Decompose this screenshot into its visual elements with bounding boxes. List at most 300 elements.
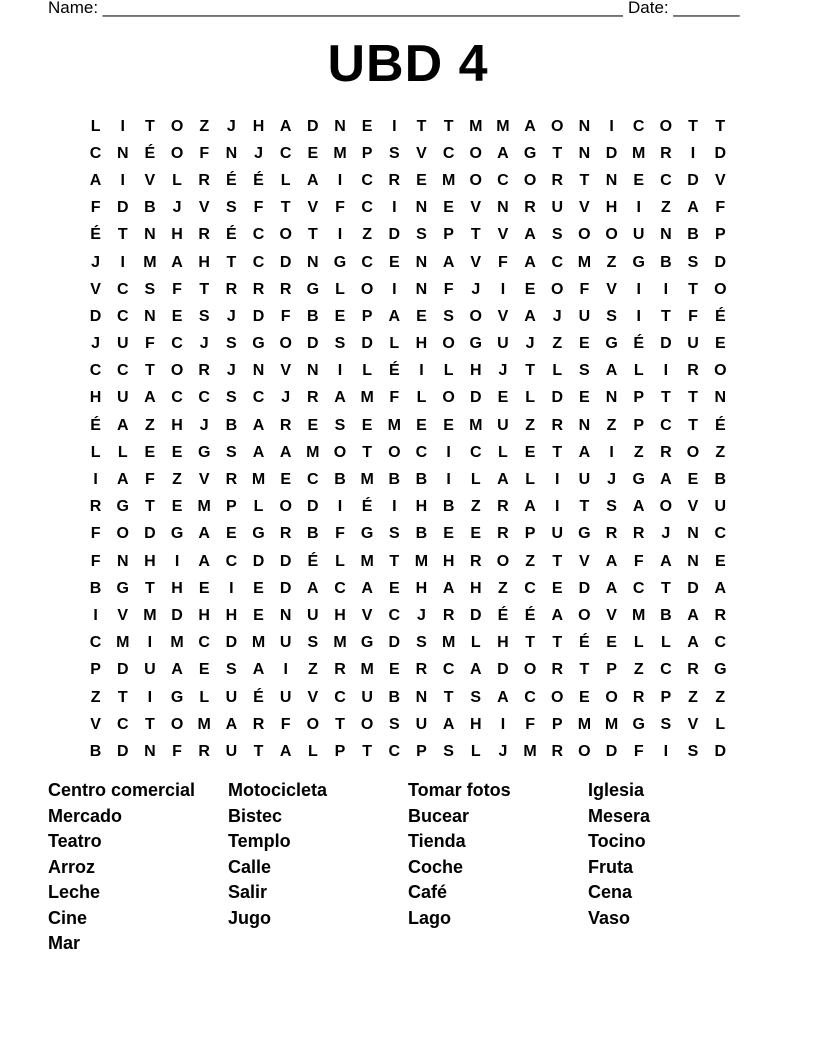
grid-letter: S	[226, 661, 237, 679]
grid-letter: T	[552, 443, 563, 461]
grid-letter: C	[225, 552, 238, 570]
grid-letter: T	[199, 280, 210, 298]
grid-letter: A	[307, 579, 319, 597]
grid-letter: T	[552, 144, 563, 162]
grid-letter: L	[633, 362, 644, 380]
grid-letter: E	[388, 579, 400, 597]
grid-row	[82, 167, 734, 194]
grid-letter: O	[551, 117, 564, 135]
grid-letter: U	[714, 498, 727, 516]
grid-letter: M	[170, 634, 184, 652]
grid-letter: A	[252, 443, 265, 461]
grid-letter: D	[388, 226, 401, 244]
grid-letter: U	[225, 742, 238, 760]
grid-letter: P	[443, 226, 454, 244]
grid-letter: S	[226, 199, 237, 217]
grid-letter: T	[552, 634, 563, 652]
grid-letter: V	[416, 144, 427, 162]
grid-letter: T	[470, 226, 481, 244]
grid-letter: C	[198, 634, 210, 652]
grid-letter: O	[469, 307, 482, 325]
grid-letter: H	[144, 552, 156, 570]
grid-letter: E	[226, 525, 237, 543]
grid-letter: Z	[90, 688, 101, 706]
grid-letter: E	[361, 416, 373, 434]
grid-letter: C	[524, 688, 536, 706]
grid-letter: G	[360, 525, 374, 543]
grid-letter: N	[252, 362, 265, 380]
grid-letter: M	[116, 634, 130, 652]
grid-letter: O	[442, 335, 455, 353]
grid-letter: E	[198, 579, 210, 597]
grid-letter: O	[605, 226, 618, 244]
grid-letter: L	[389, 335, 400, 353]
grid-letter: I	[337, 362, 343, 380]
grid-row	[82, 684, 734, 711]
grid-letter: N	[578, 416, 591, 434]
grid-letter: A	[497, 688, 509, 706]
grid-letter: R	[388, 171, 401, 189]
grid-letter: S	[198, 307, 210, 325]
grid-letter: I	[147, 688, 153, 706]
grid-row	[82, 412, 734, 439]
grid-letter: O	[442, 389, 455, 407]
grid-row	[82, 385, 734, 412]
grid-letter: G	[170, 688, 184, 706]
grid-letter: E	[307, 144, 319, 162]
grid-letter: R	[687, 362, 699, 380]
grid-letter: J	[199, 335, 209, 353]
grid-letter: U	[279, 688, 292, 706]
grid-letter: M	[523, 742, 537, 760]
grid-letter: M	[306, 443, 320, 461]
grid-letter: C	[116, 715, 129, 733]
grid-letter: E	[579, 389, 590, 407]
grid-letter: V	[687, 715, 699, 733]
grid-letter: A	[442, 253, 455, 271]
grid-letter: G	[469, 335, 482, 353]
grid-letter: G	[252, 335, 265, 353]
grid-letter: R	[198, 362, 210, 380]
grid-letter: I	[283, 661, 288, 679]
grid-letter: Z	[362, 226, 373, 244]
grid-letter: N	[415, 253, 428, 271]
grid-letter: Z	[606, 416, 617, 434]
grid-letter: G	[116, 579, 129, 597]
grid-letter: F	[253, 199, 264, 217]
grid-letter: M	[469, 416, 483, 434]
grid-letter: V	[606, 606, 617, 624]
grid-letter: S	[687, 742, 699, 760]
grid-letter: M	[441, 171, 456, 189]
grid-letter: V	[497, 226, 509, 244]
grid-letter: O	[170, 362, 184, 380]
grid-letter: C	[660, 661, 672, 679]
grid-letter: Z	[633, 661, 644, 679]
grid-letter: Z	[199, 117, 210, 135]
grid-letter: D	[469, 606, 482, 624]
grid-letter: Z	[660, 199, 671, 217]
grid-letter: C	[89, 634, 102, 652]
grid-letter: A	[605, 579, 618, 597]
grid-letter: C	[660, 171, 672, 189]
grid-letter: C	[388, 742, 401, 760]
grid-letter: A	[144, 389, 156, 407]
grid-letter: G	[632, 715, 645, 733]
grid-letter: N	[605, 389, 618, 407]
name-field-label: Name: _______________________________________________________	[48, 0, 623, 17]
grid-letter: O	[306, 715, 320, 733]
grid-letter: M	[197, 715, 211, 733]
grid-letter: H	[442, 552, 455, 570]
grid-letter: T	[579, 498, 590, 516]
word-list-item: Fruta	[588, 856, 633, 877]
grid-letter: A	[225, 715, 238, 733]
grid-letter: H	[171, 579, 183, 597]
grid-letter: S	[443, 307, 454, 325]
grid-letter: N	[687, 525, 699, 543]
grid-letter: J	[281, 389, 291, 407]
grid-letter: H	[415, 498, 428, 516]
grid-letter: O	[469, 144, 482, 162]
grid-letter: I	[337, 226, 343, 244]
grid-letter: T	[389, 552, 400, 570]
grid-letter: C	[252, 253, 265, 271]
grid-letter: S	[388, 525, 400, 543]
grid-letter: T	[715, 117, 726, 135]
grid-letter: D	[307, 498, 319, 516]
grid-letter: L	[470, 471, 481, 489]
grid-letter: L	[307, 742, 318, 760]
grid-letter: T	[688, 117, 698, 135]
grid-letter: C	[307, 471, 319, 489]
grid-letter: N	[605, 171, 618, 189]
grid-letter: N	[660, 226, 672, 244]
grid-letter: C	[334, 688, 346, 706]
grid-letter: T	[117, 226, 128, 244]
grid-letter: T	[280, 199, 291, 217]
grid-letter: F	[688, 307, 698, 325]
grid-row	[82, 140, 734, 167]
grid-letter: H	[171, 416, 183, 434]
grid-letter: B	[442, 498, 455, 516]
grid-letter: F	[715, 199, 726, 217]
grid-letter: E	[633, 171, 645, 189]
grid-letter: D	[388, 634, 401, 652]
grid-letter: F	[335, 525, 345, 543]
grid-letter: T	[579, 661, 590, 679]
grid-letter: T	[579, 171, 590, 189]
grid-letter: A	[116, 416, 129, 434]
word-search-grid	[82, 113, 734, 766]
grid-letter: O	[360, 280, 374, 298]
grid-letter: T	[660, 307, 671, 325]
grid-letter: O	[170, 117, 184, 135]
grid-letter: N	[144, 742, 156, 760]
grid-letter: É	[144, 144, 156, 162]
grid-letter: T	[416, 117, 427, 135]
grid-letter: C	[252, 226, 265, 244]
grid-letter: E	[280, 471, 291, 489]
grid-letter: D	[307, 335, 319, 353]
grid-letter: O	[578, 606, 591, 624]
grid-letter: V	[198, 471, 210, 489]
grid-letter: C	[714, 634, 727, 652]
grid-row	[82, 249, 734, 276]
grid-letter: S	[144, 280, 156, 298]
grid-letter: B	[687, 226, 699, 244]
grid-letter: S	[388, 715, 400, 733]
grid-letter: C	[116, 280, 129, 298]
grid-letter: R	[415, 661, 428, 679]
grid-letter: F	[172, 742, 182, 760]
grid-letter: É	[253, 688, 264, 706]
grid-letter: D	[279, 552, 292, 570]
grid-letter: D	[605, 144, 618, 162]
grid-letter: R	[198, 171, 210, 189]
grid-letter: L	[552, 362, 563, 380]
grid-letter: S	[660, 715, 672, 733]
grid-letter: R	[252, 280, 265, 298]
word-list-item: Mar	[48, 933, 81, 953]
grid-letter: I	[337, 498, 343, 516]
grid-letter: I	[555, 471, 560, 489]
grid-letter: F	[199, 144, 210, 162]
grid-letter: I	[147, 634, 153, 652]
grid-letter: A	[632, 498, 645, 516]
grid-letter: Z	[470, 498, 481, 516]
word-list-item: Lago	[408, 907, 451, 928]
grid-letter: Z	[606, 253, 617, 271]
grid-letter: D	[252, 307, 265, 325]
grid-letter: U	[307, 606, 319, 624]
grid-letter: E	[579, 335, 590, 353]
grid-letter: C	[361, 199, 373, 217]
grid-letter: A	[524, 307, 536, 325]
grid-letter: M	[251, 634, 266, 652]
grid-letter: R	[551, 171, 564, 189]
grid-letter: B	[415, 471, 428, 489]
word-list-item: Templo	[228, 831, 291, 851]
grid-letter: C	[89, 362, 102, 380]
grid-letter: F	[90, 199, 101, 217]
grid-letter: G	[605, 335, 618, 353]
grid-letter: T	[335, 715, 345, 733]
grid-letter: B	[388, 471, 401, 489]
grid-letter: N	[687, 552, 699, 570]
grid-letter: A	[687, 634, 699, 652]
grid-letter: R	[279, 280, 292, 298]
grid-letter: V	[198, 199, 210, 217]
word-list-item: Tomar fotos	[408, 780, 511, 800]
grid-letter: G	[714, 661, 727, 679]
grid-letter: O	[714, 362, 727, 380]
grid-letter: I	[392, 498, 397, 516]
grid-letter: R	[632, 525, 645, 543]
grid-letter: C	[334, 579, 346, 597]
grid-letter: I	[93, 471, 98, 489]
grid-letter: M	[632, 144, 646, 162]
grid-letter: N	[578, 144, 591, 162]
grid-letter: B	[660, 606, 672, 624]
grid-letter: H	[89, 389, 102, 407]
grid-letter: A	[524, 226, 536, 244]
grid-letter: R	[225, 471, 238, 489]
grid-letter: V	[470, 199, 482, 217]
grid-letter: N	[116, 552, 129, 570]
grid-letter: L	[90, 443, 101, 461]
grid-letter: P	[334, 742, 346, 760]
grid-letter: F	[145, 471, 155, 489]
grid-letter: E	[388, 661, 400, 679]
grid-letter: J	[417, 606, 426, 624]
grid-letter: C	[279, 144, 292, 162]
grid-letter: A	[551, 606, 564, 624]
grid-letter: G	[170, 525, 184, 543]
grid-letter: S	[388, 144, 400, 162]
grid-letter: F	[498, 253, 508, 271]
grid-letter: A	[687, 199, 699, 217]
word-list-item: Centro comercial	[48, 780, 196, 800]
grid-letter: É	[361, 498, 373, 516]
grid-letter: O	[279, 226, 292, 244]
grid-letter: I	[446, 443, 451, 461]
grid-letter: N	[415, 280, 428, 298]
word-list-item: Coche	[408, 856, 464, 877]
grid-row	[82, 331, 734, 358]
grid-letter: A	[279, 443, 292, 461]
grid-letter: F	[335, 199, 345, 217]
grid-letter: E	[334, 307, 346, 325]
word-list-item: Calle	[228, 856, 272, 877]
grid-letter: E	[579, 688, 590, 706]
grid-letter: U	[116, 389, 129, 407]
grid-letter: D	[687, 171, 699, 189]
grid-letter: E	[443, 416, 454, 434]
grid-letter: O	[686, 443, 700, 461]
grid-letter: T	[362, 443, 373, 461]
grid-letter: D	[497, 661, 509, 679]
grid-letter: É	[226, 226, 237, 244]
grid-letter: N	[415, 688, 428, 706]
grid-letter: C	[660, 416, 672, 434]
grid-letter: M	[197, 498, 211, 516]
grid-letter: A	[89, 171, 102, 189]
word-list-item: Mercado	[48, 805, 123, 826]
grid-row	[82, 439, 734, 466]
grid-letter: R	[497, 498, 509, 516]
grid-row	[82, 738, 734, 765]
grid-letter: L	[498, 443, 508, 461]
grid-letter: B	[307, 525, 319, 543]
grid-letter: O	[578, 742, 591, 760]
grid-letter: C	[116, 362, 129, 380]
grid-letter: L	[90, 117, 101, 135]
grid-letter: O	[388, 443, 401, 461]
grid-letter: J	[226, 307, 236, 325]
grid-letter: S	[606, 498, 617, 516]
grid-letter: V	[714, 171, 726, 189]
grid-letter: G	[523, 144, 537, 162]
grid-letter: C	[442, 661, 455, 679]
grid-letter: R	[198, 226, 210, 244]
grid-letter: I	[555, 498, 560, 516]
grid-letter: U	[578, 307, 591, 325]
word-list-item: Cena	[588, 882, 633, 902]
word-list-item: Jugo	[228, 907, 271, 928]
grid-letter: M	[414, 552, 429, 570]
grid-letter: A	[252, 661, 265, 679]
grid-letter: P	[416, 742, 427, 760]
grid-letter: B	[89, 579, 102, 597]
grid-letter: O	[659, 117, 673, 135]
grid-letter: F	[90, 552, 101, 570]
grid-letter: R	[198, 742, 210, 760]
grid-letter: J	[91, 335, 101, 353]
grid-letter: G	[333, 253, 347, 271]
grid-letter: D	[551, 389, 564, 407]
grid-letter: J	[199, 416, 209, 434]
grid-letter: N	[116, 144, 129, 162]
grid-letter: T	[226, 253, 237, 271]
header	[48, 0, 748, 20]
grid-letter: L	[443, 362, 454, 380]
grid-letter: A	[307, 171, 319, 189]
grid-letter: D	[279, 579, 292, 597]
grid-letter: O	[523, 171, 537, 189]
grid-letter: V	[361, 606, 373, 624]
grid-letter: A	[469, 661, 482, 679]
word-list-item: Café	[408, 882, 448, 902]
grid-letter: V	[280, 362, 291, 380]
grid-letter: E	[361, 117, 373, 135]
grid-letter: E	[171, 443, 183, 461]
grid-letter: A	[605, 552, 618, 570]
word-list-item: Tocino	[588, 831, 646, 851]
grid-letter: N	[714, 389, 727, 407]
grid-letter: P	[524, 525, 536, 543]
grid-letter: G	[578, 525, 591, 543]
grid-letter: J	[172, 199, 182, 217]
grid-letter: D	[660, 335, 672, 353]
grid-letter: A	[252, 416, 265, 434]
grid-letter: E	[606, 634, 617, 652]
grid-letter: L	[362, 362, 373, 380]
grid-letter: D	[714, 253, 727, 271]
grid-letter: É	[253, 171, 264, 189]
grid-letter: B	[334, 471, 346, 489]
grid-row	[82, 575, 734, 602]
grid-letter: F	[443, 280, 454, 298]
grid-letter: U	[116, 335, 129, 353]
grid-row	[82, 113, 734, 140]
grid-letter: S	[551, 226, 563, 244]
grid-letter: T	[443, 688, 454, 706]
word-list-item: Salir	[228, 882, 268, 902]
grid-letter: T	[443, 117, 454, 135]
grid-letter: P	[660, 688, 672, 706]
grid-letter: J	[498, 742, 508, 760]
grid-letter: G	[252, 525, 265, 543]
grid-letter: O	[279, 335, 292, 353]
grid-letter: T	[145, 579, 155, 597]
grid-letter: M	[251, 471, 266, 489]
word-list-item: Motocicleta	[228, 780, 328, 800]
grid-letter: F	[633, 552, 644, 570]
grid-letter: G	[116, 498, 129, 516]
grid-letter: E	[388, 253, 400, 271]
date-field-label: Date: _______	[628, 0, 740, 17]
